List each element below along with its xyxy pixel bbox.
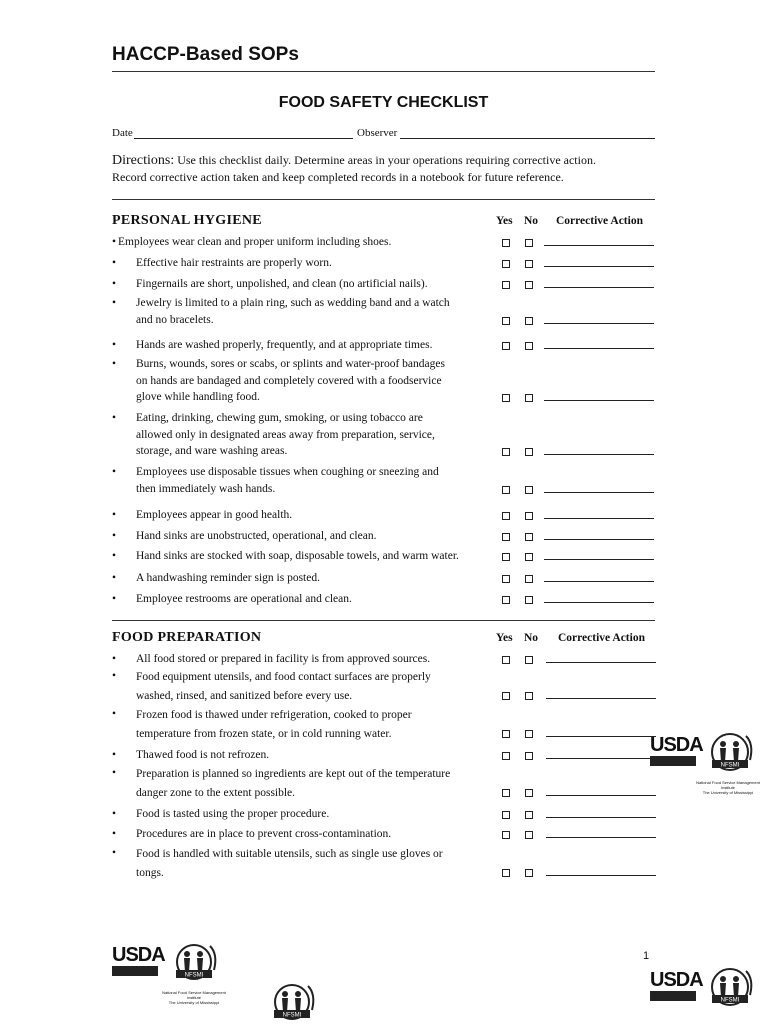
checklist-item-text xyxy=(136,826,526,843)
nfsmi-banner-text: NFSMI xyxy=(184,972,204,979)
usda-logo-text: USDA xyxy=(650,969,703,991)
checklist-item-text xyxy=(118,234,508,251)
yes-checkbox[interactable] xyxy=(502,553,510,561)
checklist-item-text xyxy=(136,747,526,764)
yes-checkbox[interactable] xyxy=(502,575,510,583)
bullet: • xyxy=(112,278,117,290)
usda-logo-bar xyxy=(112,966,158,976)
bullet: • xyxy=(112,593,117,605)
yes-checkbox[interactable] xyxy=(502,239,510,247)
checklist-item-text xyxy=(136,276,526,293)
no-checkbox[interactable] xyxy=(525,869,533,877)
nfsmi-caption xyxy=(156,990,232,1005)
bullet: • xyxy=(112,749,117,761)
bullet: • xyxy=(112,708,117,720)
corrective-action-field[interactable] xyxy=(544,454,654,455)
checklist-item-text xyxy=(136,668,526,705)
yes-checkbox[interactable] xyxy=(502,730,510,738)
checklist-item-line: Hands are washed properly, frequently, and at appropriate times. xyxy=(136,339,433,351)
yes-checkbox[interactable] xyxy=(502,394,510,402)
checklist-item-text xyxy=(136,765,526,802)
usda-nfsmi-logo-bottom-left xyxy=(112,942,232,1005)
bullet: • xyxy=(112,572,117,584)
observer-label: Observer xyxy=(357,127,398,139)
bullet: • xyxy=(112,847,117,859)
yes-checkbox[interactable] xyxy=(502,811,510,819)
section-title-food-preparation: FOOD PREPARATION xyxy=(112,630,262,645)
checklist-item-line: washed, rinsed, and sanitized before every use. xyxy=(136,689,353,702)
bullet: • xyxy=(112,670,117,682)
no-checkbox[interactable] xyxy=(525,394,533,402)
checklist-item-text xyxy=(136,255,526,272)
nfsmi-caption-line-2: The University of Mississippi xyxy=(168,1000,220,1005)
usda-logo-text: USDA xyxy=(650,734,703,756)
directions-line-2: Record corrective action taken and keep completed records in a notebook for future reference. xyxy=(112,170,564,184)
yes-checkbox[interactable] xyxy=(502,533,510,541)
corrective-action-field[interactable] xyxy=(544,492,654,493)
yes-checkbox[interactable] xyxy=(502,789,510,797)
checklist-item-text xyxy=(136,570,526,587)
directions-line-1: Use this checklist daily. Determine areas in your operations requiring corrective action. xyxy=(177,153,596,167)
corrective-action-field[interactable] xyxy=(544,266,654,267)
checklist-item-line: Procedures are in place to prevent cross-contamination. xyxy=(136,828,392,840)
checklist-item-line: danger zone to the extent possible. xyxy=(136,786,296,799)
nfsmi-emblem-icon xyxy=(706,965,762,1013)
checklist-item-line: Thawed food is not refrozen. xyxy=(136,749,270,761)
corrective-action-field[interactable] xyxy=(546,736,656,737)
checklist-item-text xyxy=(136,591,526,608)
usda-logo-bar xyxy=(650,756,696,766)
nfsmi-emblem-icon xyxy=(170,942,226,988)
corrective-action-field[interactable] xyxy=(544,323,654,324)
corrective-action-field[interactable] xyxy=(546,875,656,876)
bullet: • xyxy=(112,828,117,840)
corrective-action-field[interactable] xyxy=(544,581,654,582)
checklist-item-text xyxy=(136,337,526,354)
no-checkbox[interactable] xyxy=(525,553,533,561)
checklist-item-line: Frozen food is thawed under refrigeration, cooked to proper xyxy=(136,709,412,721)
yes-checkbox[interactable] xyxy=(502,260,510,268)
bullet: • xyxy=(112,297,117,309)
bullet: • xyxy=(112,358,117,370)
nfsmi-banner-text: NFSMI xyxy=(720,762,740,769)
nfsmi-caption xyxy=(690,780,766,795)
yes-checkbox[interactable] xyxy=(502,656,510,664)
bullet: • xyxy=(112,339,117,351)
corrective-action-field[interactable] xyxy=(546,795,656,796)
checklist-item-line: Employees use disposable tissues when coughing or sneezing and xyxy=(136,466,439,478)
checklist-item-line: and no bracelets. xyxy=(136,313,214,326)
bullet: • xyxy=(112,466,117,478)
no-checkbox[interactable] xyxy=(525,730,533,738)
bullet: • xyxy=(112,653,117,665)
checklist-item-line: Employees wear clean and proper uniform including shoes. xyxy=(118,236,392,248)
bullet: • xyxy=(112,808,117,820)
corrective-action-field[interactable] xyxy=(544,559,654,560)
bullet: • xyxy=(112,509,117,521)
corrective-action-field[interactable] xyxy=(544,518,654,519)
nfsmi-banner-text: NFSMI xyxy=(720,997,740,1004)
no-checkbox[interactable] xyxy=(525,342,533,350)
checklist-item-line: Employees appear in good health. xyxy=(136,509,293,521)
checklist-item-line: Burns, wounds, sores or scabs, or splints and water-proof bandages xyxy=(136,358,445,370)
bullet: • xyxy=(112,530,117,542)
corrective-action-field[interactable] xyxy=(546,758,656,759)
observer-field[interactable] xyxy=(400,126,655,139)
date-field[interactable] xyxy=(134,126,353,139)
checklist-item-text xyxy=(136,548,526,565)
checklist-item-text xyxy=(136,528,526,545)
corrective-action-field[interactable] xyxy=(544,287,654,288)
bullet: • xyxy=(112,412,117,424)
section-title-personal-hygiene: PERSONAL HYGIENE xyxy=(112,213,262,228)
no-checkbox[interactable] xyxy=(525,260,533,268)
yes-checkbox[interactable] xyxy=(502,512,510,520)
column-corrective-action: Corrective Action xyxy=(556,215,643,227)
checklist-item-line: All food stored or prepared in facility is from approved sources. xyxy=(136,653,431,665)
no-checkbox[interactable] xyxy=(525,575,533,583)
yes-checkbox[interactable] xyxy=(502,831,510,839)
bullet: • xyxy=(112,257,117,269)
nfsmi-emblem-icon xyxy=(706,730,762,778)
bullet: • xyxy=(112,550,117,562)
checklist-item-line: Eating, drinking, chewing gum, smoking, or using tobacco are xyxy=(136,412,423,424)
checklist-item-text xyxy=(136,845,526,882)
column-yes-2: Yes xyxy=(496,632,513,644)
corrective-action-field[interactable] xyxy=(546,837,656,838)
checklist-item-line: Effective hair restraints are properly worn. xyxy=(136,257,332,269)
checklist-item-line: on hands are bandaged and completely covered with a foodservice xyxy=(136,374,442,387)
no-checkbox[interactable] xyxy=(525,317,533,325)
directions xyxy=(112,152,662,186)
yes-checkbox[interactable] xyxy=(502,486,510,494)
column-no: No xyxy=(524,215,539,227)
no-checkbox[interactable] xyxy=(525,831,533,839)
nfsmi-caption-line-2: The University of Mississippi xyxy=(702,790,754,795)
nfsmi-logo-bottom-center xyxy=(268,982,318,1024)
checklist-item-line: then immediately wash hands. xyxy=(136,482,276,495)
yes-checkbox[interactable] xyxy=(502,869,510,877)
date-label: Date xyxy=(112,127,133,139)
no-checkbox[interactable] xyxy=(525,789,533,797)
checklist-item-line: glove while handling food. xyxy=(136,391,260,403)
yes-checkbox[interactable] xyxy=(502,596,510,604)
checklist-item-line: tongs. xyxy=(136,866,164,879)
checklist-item-line: Jewelry is limited to a plain ring, such as wedding band and a watch xyxy=(136,297,450,309)
yes-checkbox[interactable] xyxy=(502,281,510,289)
checklist-item-text xyxy=(136,507,526,524)
checklist-item-text xyxy=(136,464,526,497)
checklist-item-line: Hand sinks are stocked with soap, disposable towels, and warm water. xyxy=(136,550,459,562)
usda-logo-text: USDA xyxy=(112,944,165,966)
yes-checkbox[interactable] xyxy=(502,692,510,700)
checklist-item-line: Hand sinks are unobstructed, operational, and clean. xyxy=(136,530,377,542)
checklist-item-line: A handwashing reminder sign is posted. xyxy=(136,572,320,584)
checklist-item-line: Preparation is planned so ingredients are kept out of the temperature xyxy=(136,768,451,780)
no-checkbox[interactable] xyxy=(525,512,533,520)
usda-nfsmi-logo-mid xyxy=(650,730,765,795)
bullet: • xyxy=(112,236,117,248)
usda-nfsmi-logo-bottom-right xyxy=(650,965,765,1024)
header-divider xyxy=(112,71,655,72)
corrective-action-field[interactable] xyxy=(544,602,654,603)
yes-checkbox[interactable] xyxy=(502,752,510,760)
no-checkbox[interactable] xyxy=(525,811,533,819)
checklist-item-line: Employee restrooms are operational and clean. xyxy=(136,593,352,605)
column-no-2: No xyxy=(524,632,539,644)
checklist-item-text xyxy=(136,410,526,460)
usda-logo-bar xyxy=(650,991,696,1001)
checklist-item-text xyxy=(136,806,526,823)
checklist-item-text xyxy=(136,295,526,328)
directions-divider xyxy=(112,199,655,200)
no-checkbox[interactable] xyxy=(525,656,533,664)
checklist-item-line: allowed only in designated areas away from preparation, service, xyxy=(136,428,435,441)
checklist-item-text xyxy=(136,706,526,743)
no-checkbox[interactable] xyxy=(525,448,533,456)
checklist-item-text xyxy=(136,651,526,668)
document-title: FOOD SAFETY CHECKLIST xyxy=(278,94,489,111)
checklist-item-line: Food equipment utensils, and food contact surfaces are properly xyxy=(136,671,431,683)
section-divider xyxy=(112,620,655,621)
checklist-item-line: storage, and ware washing areas. xyxy=(136,445,288,457)
checklist-item-line: temperature from frozen state, or in cold running water. xyxy=(136,727,392,740)
column-yes: Yes xyxy=(496,215,513,227)
corrective-action-field[interactable] xyxy=(546,817,656,818)
nfsmi-caption-line-1: National Food Service Management Institute xyxy=(696,780,760,790)
checklist-item-text xyxy=(136,356,526,406)
nfsmi-banner-text: NFSMI xyxy=(282,1012,302,1019)
corrective-action-field[interactable] xyxy=(544,400,654,401)
no-checkbox[interactable] xyxy=(525,281,533,289)
corrective-action-field[interactable] xyxy=(544,348,654,349)
corrective-action-field[interactable] xyxy=(544,245,654,246)
checklist-item-line: Food is tasted using the proper procedure. xyxy=(136,808,330,820)
corrective-action-field[interactable] xyxy=(546,698,656,699)
page-header-title: HACCP-Based SOPs xyxy=(112,44,299,65)
page-number: 1 xyxy=(643,950,650,962)
no-checkbox[interactable] xyxy=(525,596,533,604)
corrective-action-field[interactable] xyxy=(544,539,654,540)
nfsmi-emblem-icon xyxy=(268,982,318,1024)
no-checkbox[interactable] xyxy=(525,533,533,541)
no-checkbox[interactable] xyxy=(525,752,533,760)
bullet: • xyxy=(112,767,117,779)
no-checkbox[interactable] xyxy=(525,239,533,247)
checklist-item-line: Fingernails are short, unpolished, and clean (no artificial nails). xyxy=(136,278,428,290)
yes-checkbox[interactable] xyxy=(502,342,510,350)
corrective-action-field[interactable] xyxy=(546,662,656,663)
yes-checkbox[interactable] xyxy=(502,448,510,456)
yes-checkbox[interactable] xyxy=(502,317,510,325)
no-checkbox[interactable] xyxy=(525,486,533,494)
no-checkbox[interactable] xyxy=(525,692,533,700)
nfsmi-caption-line-1: National Food Service Management Institute xyxy=(162,990,226,1000)
column-corrective-action-2: Corrective Action xyxy=(558,632,645,644)
directions-lead: Directions: xyxy=(112,153,175,168)
checklist-item-line: Food is handled with suitable utensils, such as single use gloves or xyxy=(136,848,443,860)
